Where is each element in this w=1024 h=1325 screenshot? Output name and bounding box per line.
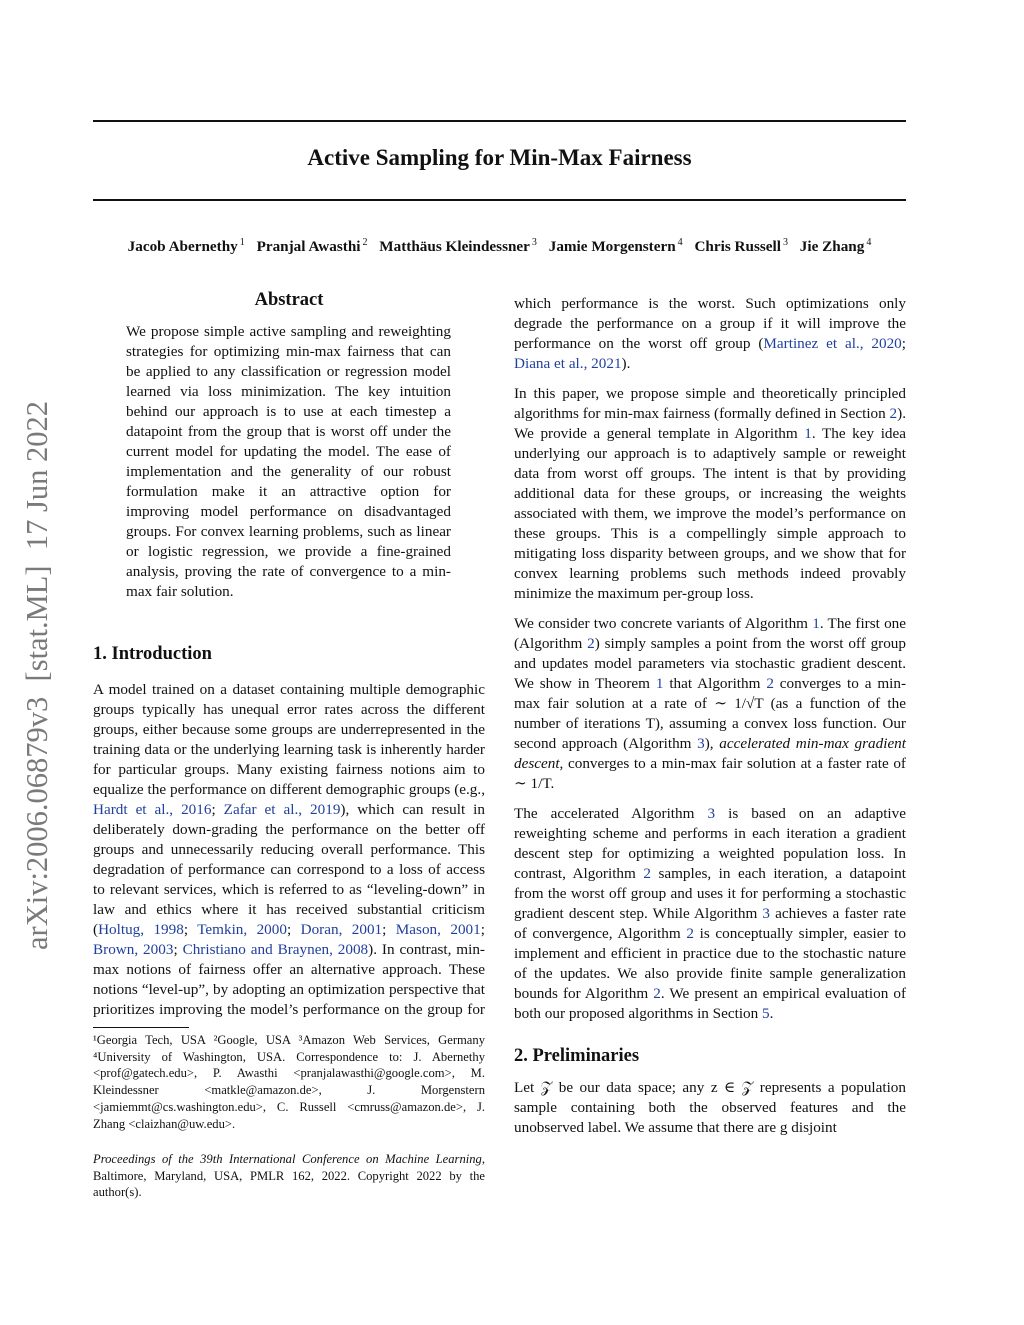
author: Matthäus Kleindessner $^3$ (379, 237, 537, 256)
algorithm-ref-link[interactable]: 2 (766, 675, 774, 692)
algorithm-ref-link[interactable]: 3 (762, 905, 771, 922)
author-list (93, 237, 906, 256)
intro-paragraph-1-continued: which performance is the worst. Such optimizations only degrade the performance on a group if it will improve the performance on the worst off group (Martinez et al., 2020; Diana et al., 2021). (514, 295, 906, 372)
arxiv-sidebar-stamp (12, 338, 56, 963)
algorithm-ref-link[interactable]: 3 (697, 735, 705, 752)
algorithm-ref-link[interactable]: 3 (707, 805, 716, 822)
author: Pranjal Awasthi $^2$ (256, 237, 368, 256)
algorithm-ref-link[interactable]: 2 (686, 925, 694, 942)
algorithm-ref-link[interactable]: 2 (587, 635, 595, 652)
proceedings-details: , Baltimore, Maryland, USA, PMLR 162, 2022. Copyright 2022 by the author(s). (93, 1152, 485, 1200)
citation-link[interactable]: Brown, 2003 (93, 941, 174, 958)
emphasis-text: accelerated min-max gradient descent (514, 735, 906, 772)
section-heading-introduction: 1. Introduction (93, 644, 212, 664)
citation-link[interactable]: Christiano and Braynen, 2008 (182, 941, 369, 958)
title-top-rule (93, 120, 906, 122)
author: Jie Zhang $^4$ (799, 237, 872, 256)
citation-link[interactable]: Holtug, 1998 (98, 921, 184, 938)
intro-paragraph-1: A model trained on a dataset containing multiple demographic groups typically has unequal error rates across the different groups, either because some groups are underrepresented in the training data or the underlying learning task is inherently harder for particular groups. Many existing fairness notions aim to equalize the performance on different demographic groups (e.g., Hardt et al., 2016; Zafar et al., 2019), which can result in deliberately down-grading the performance on the better off groups and unnecessarily reducing overall performance. This degradation of performance can correspond to a loss of access to relevant services, which is referred to as “leveling-down” in law and ethics where it has received substantial criticism (Holtug, 1998; Temkin, 2000; Doran, 2001; Mason, 2001; Brown, 2003; Christiano and Braynen, 2008). In contrast, min-max notions of fairness offer an alternative approach. These notions “level-up”, by adopting an optimization perspective that prioritizes improving the model’s performance on the group for (93, 681, 485, 1018)
intro-right-column (514, 294, 906, 1148)
author: Chris Russell $^3$ (694, 237, 788, 256)
intro-paragraph-4: The accelerated Algorithm 3 is based on an adaptive reweighting scheme and performs in each iteration a gradient descent step for optimizing a weighted population loss. In contrast, Algorithm 2 samples, in each iteration, a datapoint from the worst off group and uses it for performing a stochastic gradient descent step. While Algorithm 3 achieves a faster rate of convergence, Algorithm 2 is conceptually simpler, easier to implement and efficient in practice due to the stochastic nature of the updates. We also provide finite sample generalization bounds for Algorithm 2. We present an empirical evaluation of both our proposed algorithms in Section 5. (514, 805, 907, 1022)
section-ref-link[interactable]: 2 (889, 405, 898, 422)
title-bottom-rule (93, 199, 906, 201)
intro-paragraph-2: In this paper, we propose simple and theoretically principled algorithms for min-max fairness (formally defined in Section 2). We provide a general template in Algorithm 1. The key idea underlying our approach is to adaptively sample or reweight data from worst off groups. The intent is that by providing additional data for these groups, or increasing the weights associated with them, we improve the model’s performance on these groups. This is a compellingly simple approach to mitigating loss disparity between groups, and we show that for convex learning problems such methods indeed provably minimize the maximum per-group loss. (514, 385, 906, 602)
author: Jamie Morgenstern $^4$ (548, 237, 683, 256)
proceedings-venue: Proceedings of the 39th International Conference on Machine Learning (93, 1152, 482, 1166)
paper-title: Active Sampling for Min-Max Fairness (307, 145, 692, 170)
algorithm-ref-link[interactable]: 2 (653, 985, 661, 1002)
citation-link[interactable]: Doran, 2001 (300, 921, 383, 938)
footnote-rule (93, 1027, 189, 1028)
citation-link[interactable]: Mason, 2001 (395, 921, 481, 938)
citation-link[interactable]: Zafar et al., 2019 (223, 801, 341, 818)
preliminaries-paragraph: Let 𝒵 be our data space; any z ∈ 𝒵 represents a population sample containing both the observed features and the unobserved label. We assume that there are g disjoint (514, 1079, 906, 1136)
abstract-heading: Abstract (254, 290, 324, 310)
affiliation-footnote: ¹Georgia Tech, USA ²Google, USA ³Amazon Web Services, Germany ⁴University of Washington, USA. Correspondence to: J. Abernethy <prof@gatech.edu>, P. Awasthi <pranjalawasthi@google.com>, M. Kleindessner <matkle@amazon.de>, J. Morgenstern <jamiemmt@cs.washington.edu>, C. Russell <cmruss@amazon.de>, J. Zhang <claizhan@uw.edu>. (93, 1033, 485, 1131)
algorithm-ref-link[interactable]: 2 (643, 865, 651, 882)
citation-link[interactable]: Hardt et al., 2016 (93, 801, 212, 818)
citation-link[interactable]: Temkin, 2000 (197, 921, 287, 938)
theorem-ref-link[interactable]: 1 (655, 675, 664, 692)
intro-left-column (93, 680, 485, 1020)
algorithm-ref-link[interactable]: 1 (804, 425, 812, 442)
intro-paragraph-3: We consider two concrete variants of Algorithm 1. The first one (Algorithm 2) simply samples a point from the worst off group and updates model parameters via stochastic gradient descent. We show in Theorem 1 that Algorithm 2 converges to a min-max fair solution at a rate of ∼ 1/√T (as a function of the number of iterations T), assuming a convex loss function. Our second approach (Algorithm 3), accelerated min-max gradient descent, converges to a min-max fair solution at a faster rate of ∼ 1/T. (514, 615, 907, 792)
citation-link-cont[interactable]: Diana et al., 2021 (514, 355, 622, 372)
citation-link-cont[interactable]: Martinez et al., 2020 (763, 335, 902, 352)
algorithm-ref-link[interactable]: 1 (812, 615, 820, 632)
arxiv-id-text: arXiv:2006.06879v3 [stat.ML] 17 Jun 2022 (20, 401, 54, 950)
section-ref-link[interactable]: 5 (762, 1005, 770, 1022)
section-heading-preliminaries: 2. Preliminaries (514, 1046, 640, 1066)
proceedings-footnote (93, 1151, 485, 1201)
abstract-text: We propose simple active sampling and reweighting strategies for optimizing min-max fairness that can be applied to any classification or regression model learned via loss minimization. The key intuition behind our approach is to use at each timestep a datapoint from the group that is worst off under the current model for updating the model. The ease of implementation and the generality of our robust formulation make it an attractive option for improving model performance on disadvantaged groups. For convex learning problems, such as linear or logistic regression, we provide a fine-grained analysis, proving the rate of convergence to a min-max fair solution. (126, 323, 451, 600)
author: Jacob Abernethy $^1$ (127, 237, 245, 256)
